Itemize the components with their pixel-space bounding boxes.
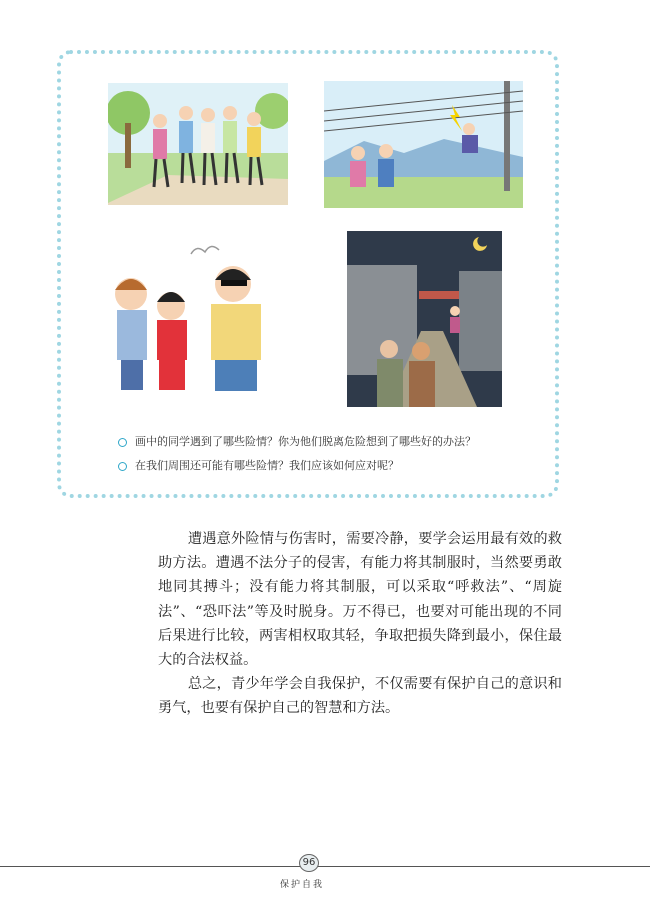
question-1: 画中的同学遇到了哪些险情？你为他们脱离危险想到了哪些好的办法？: [118, 433, 476, 449]
circle-bullet-icon: [118, 438, 127, 447]
illustration-power-line: [324, 81, 523, 208]
illustration-night-street: [347, 231, 502, 407]
paragraph-1: 遭遇意外险情与伤害时，需要冷静，要学会运用最有效的救助方法。遭遇不法分子的侵害，有能力将其制服时，当然要勇敢地同其搏斗；没有能力将其制服，可以采取“呼救法”、“周旋法”、“恐吓法”等及时脱身。万不得已，也要对可能出现的不同后果进行比较，两害相权取其轻，争取把损失降到最小，保住最大的合法权益。: [158, 531, 562, 669]
paragraph-2: 总之，青少年学会自我保护，不仅需要有保护自己的意识和勇气，也要有保护自己的智慧和方法。: [158, 676, 562, 717]
circle-bullet-icon: [118, 462, 127, 471]
body-text: [158, 527, 562, 721]
illustration-extortion: [101, 234, 294, 391]
illustration-hiking: [108, 83, 288, 205]
footer-divider: [0, 866, 650, 867]
question-2: 在我们周围还可能有哪些险情？我们应该如何应对呢？: [118, 457, 399, 473]
page-number: 96: [299, 854, 319, 872]
footer-book-title: 保护自我: [280, 880, 325, 890]
